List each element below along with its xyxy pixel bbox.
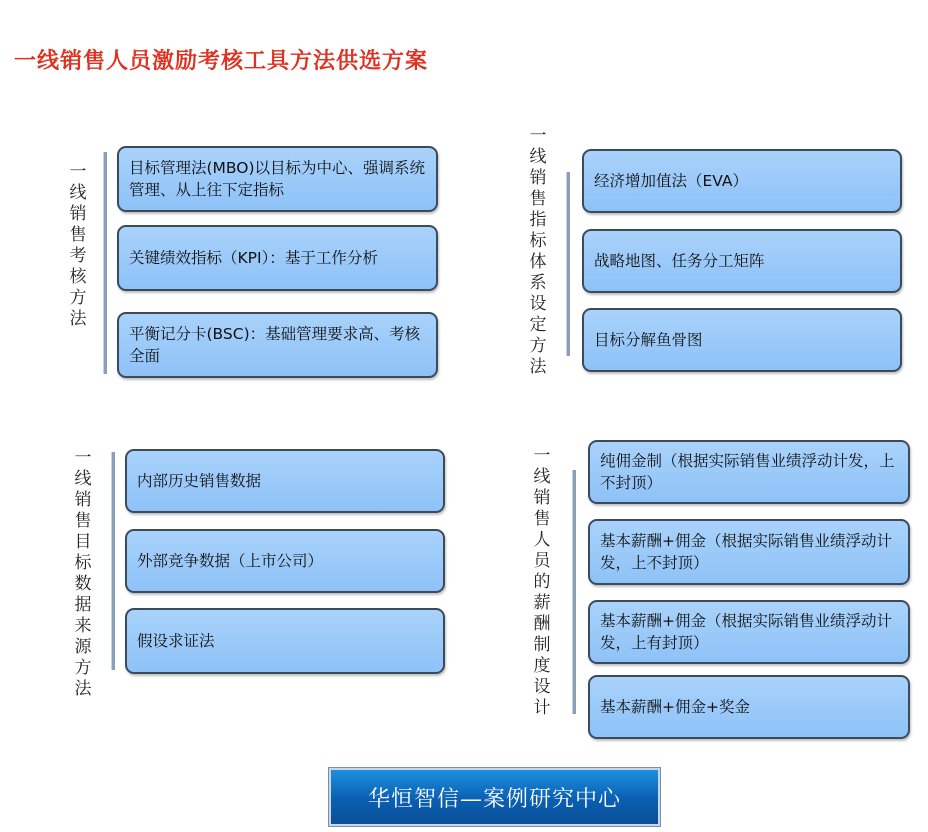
indicator-item-fishbone-text: 目标分解鱼骨图 bbox=[594, 331, 703, 349]
group-bracket-indicators bbox=[566, 172, 570, 356]
compensation-item-base-commission-uncapped bbox=[588, 519, 910, 585]
page-title: 一线销售人员激励考核工具方法供选方案 bbox=[14, 49, 429, 74]
data-source-item-external bbox=[125, 529, 445, 593]
compensation-item-pure-commission bbox=[588, 440, 910, 504]
indicator-item-strategy-map-text: 战略地图、任务分工矩阵 bbox=[594, 252, 765, 270]
assessment-item-mbo bbox=[117, 146, 438, 212]
group-bracket-assessment bbox=[103, 152, 107, 374]
indicator-item-fishbone bbox=[582, 308, 902, 372]
compensation-item-base-commission-bonus bbox=[588, 675, 910, 739]
data-source-item-hypothesis-text: 假设求证法 bbox=[137, 632, 215, 650]
group-label-compensation: 一线销售人员的薪酬制度设计 bbox=[533, 446, 551, 718]
assessment-item-bsc bbox=[117, 312, 438, 378]
group-bracket-data-sources bbox=[111, 452, 115, 670]
data-source-item-hypothesis bbox=[125, 608, 445, 674]
assessment-item-bsc-text: 平衡记分卡(BSC)：基础管理要求高、考核全面 bbox=[129, 325, 421, 365]
compensation-item-pure-commission-text: 纯佣金制（根据实际销售业绩浮动计发，上不封顶） bbox=[600, 452, 895, 492]
group-label-indicators: 一线销售指标体系设定方法 bbox=[529, 126, 547, 377]
compensation-item-base-commission-capped bbox=[588, 600, 910, 664]
compensation-item-base-commission-bonus-text: 基本薪酬+佣金+奖金 bbox=[600, 698, 750, 716]
indicator-item-eva-text: 经济增加值法（EVA） bbox=[594, 172, 749, 190]
indicator-item-strategy-map bbox=[582, 229, 902, 293]
assessment-item-kpi bbox=[117, 225, 438, 291]
group-label-data-sources: 一线销售目标数据来源方法 bbox=[74, 448, 92, 699]
assessment-item-kpi-text: 关键绩效指标（KPI）：基于工作分析 bbox=[129, 249, 378, 267]
data-source-item-internal bbox=[125, 449, 445, 513]
indicator-item-eva bbox=[582, 149, 902, 213]
footer-banner-text: 华恒智信—案例研究中心 bbox=[367, 786, 621, 812]
data-source-item-external-text: 外部竞争数据（上市公司） bbox=[137, 552, 324, 570]
group-label-assessment: 一线销售考核方法 bbox=[69, 162, 87, 329]
compensation-item-base-commission-capped-text: 基本薪酬+佣金（根据实际销售业绩浮动计发，上有封顶） bbox=[600, 612, 892, 652]
group-bracket-compensation bbox=[572, 470, 576, 714]
assessment-item-mbo-text: 目标管理法(MBO)以目标为中心、强调系统管理、从上往下定指标 bbox=[129, 159, 426, 199]
compensation-item-base-commission-uncapped-text: 基本薪酬+佣金（根据实际销售业绩浮动计发，上不封顶） bbox=[600, 532, 892, 572]
footer-banner bbox=[329, 768, 660, 826]
data-source-item-internal-text: 内部历史销售数据 bbox=[137, 472, 262, 490]
